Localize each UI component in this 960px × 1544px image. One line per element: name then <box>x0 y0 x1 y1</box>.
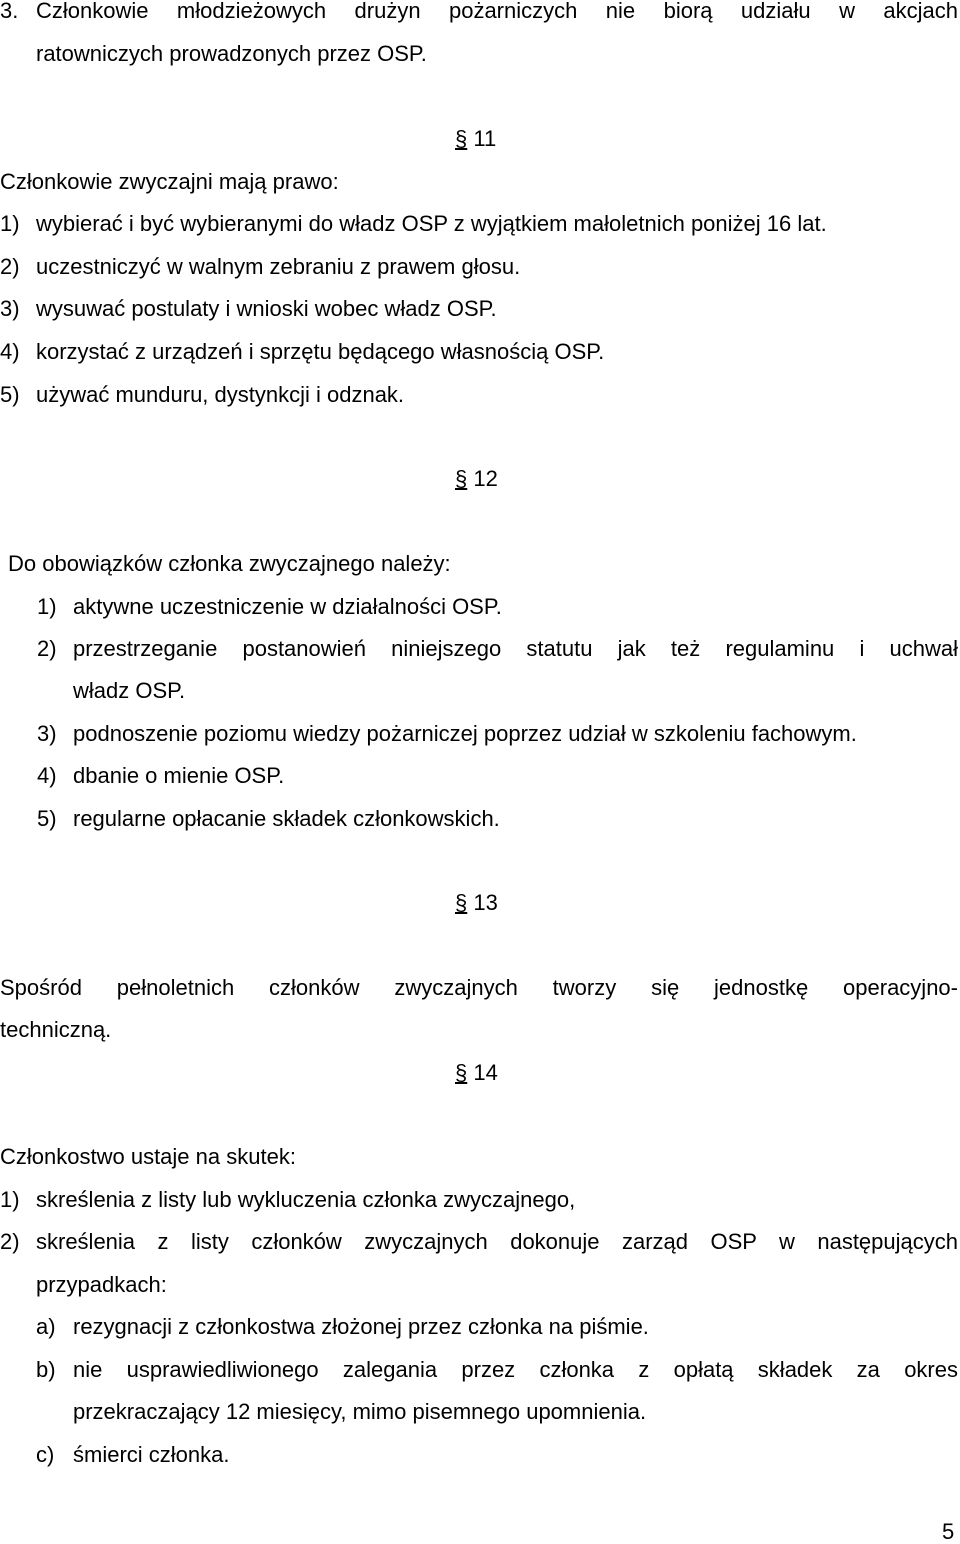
section-12-heading <box>455 468 498 490</box>
top-item <box>0 0 36 22</box>
section-number: 13 <box>473 890 498 915</box>
section-13-text-line1: Spośród pełnoletnich członków zwyczajnych tworzy się jednostkę operacyjno- <box>0 975 958 1000</box>
section-12-intro: Do obowiązków członka zwyczajnego należy: <box>8 551 451 576</box>
sub-list-item: c) śmierci członka. <box>36 1442 230 1467</box>
list-item: 5) regularne opłacanie składek członkowskich. <box>37 806 500 831</box>
list-item: 3) podnoszenie poziomu wiedzy pożarniczej poprzez udział w szkoleniu fachowym. <box>37 721 857 746</box>
section-13-text-line2: techniczną. <box>0 1017 112 1042</box>
list-item-text: skreślenia z listy członków zwyczajnych dokonuje zarząd OSP w następujących <box>36 1229 958 1254</box>
list-item: 1) skreślenia z listy lub wykluczenia członka zwyczajnego, <box>0 1187 576 1212</box>
section-number: 11 <box>473 126 497 151</box>
sub-list-item: b) <box>36 1357 56 1382</box>
list-item: 5) używać munduru, dystynkcji i odznak. <box>0 382 405 407</box>
sub-list-item: a) rezygnacji z członkostwa złożonej przez członka na piśmie. <box>36 1314 649 1339</box>
section-sign: § <box>455 126 468 151</box>
section-14-heading <box>455 1062 498 1084</box>
list-item: 1) wybierać i być wybieranymi do władz OSP z wyjątkiem małoletnich poniżej 16 lat. <box>0 211 827 236</box>
list-item: 3) wysuwać postulaty i wnioski wobec władz OSP. <box>0 296 497 321</box>
list-item: 2) <box>37 636 57 661</box>
list-item: 2) <box>0 1229 20 1254</box>
sub-list-item-continuation: przekraczający 12 miesięcy, mimo pisemnego upomnienia. <box>73 1399 647 1424</box>
section-sign: § <box>455 1060 468 1085</box>
list-item: 1) aktywne uczestniczenie w działalności OSP. <box>37 594 502 619</box>
section-number: 14 <box>473 1060 498 1085</box>
list-item-text: przestrzeganie postanowień niniejszego statutu jak też regulaminu i uchwał <box>73 636 958 661</box>
section-11-intro: Członkowie zwyczajni mają prawo: <box>0 169 339 194</box>
list-item: 4) dbanie o mienie OSP. <box>37 763 285 788</box>
list-item: 4) korzystać z urządzeń i sprzętu będącego własnością OSP. <box>0 339 605 364</box>
top-item-number: 3. <box>0 0 19 23</box>
list-item-continuation: władz OSP. <box>73 678 186 703</box>
sub-list-item-text: nie usprawiedliwionego zalegania przez członka z opłatą składek za okres <box>73 1357 958 1382</box>
section-14-intro: Członkostwo ustaje na skutek: <box>0 1144 296 1169</box>
section-11-heading <box>455 128 496 150</box>
top-item-line2: ratowniczych prowadzonych przez OSP. <box>36 41 427 66</box>
section-number: 12 <box>473 466 498 491</box>
page-number: 5 <box>942 1519 955 1544</box>
list-item: 2) uczestniczyć w walnym zebraniu z prawem głosu. <box>0 254 521 279</box>
section-sign: § <box>455 466 468 491</box>
top-item-line1: Członkowie młodzieżowych drużyn pożarniczych nie biorą udziału w akcjach <box>36 0 958 23</box>
list-item-continuation: przypadkach: <box>36 1272 167 1297</box>
section-sign: § <box>455 890 468 915</box>
section-13-heading <box>455 892 498 914</box>
